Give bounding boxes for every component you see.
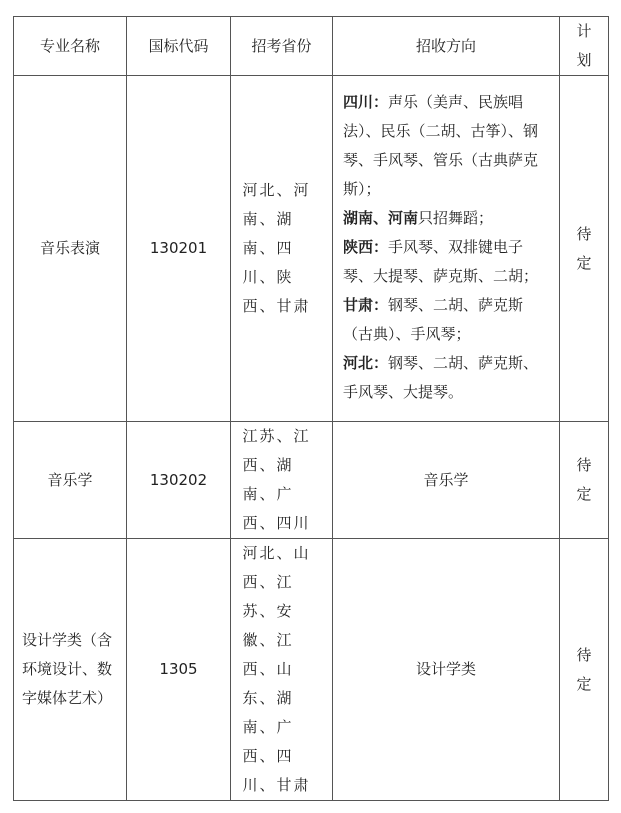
plan-cell: 待定: [560, 76, 609, 422]
header-code: 国标代码: [127, 17, 231, 76]
direction-paragraph: [343, 291, 551, 349]
table-row: [14, 422, 609, 539]
code-cell: 130202: [127, 422, 231, 539]
provinces-cell: [231, 422, 333, 539]
direction-paragraph: [343, 349, 551, 407]
header-provinces: 招考省份: [231, 17, 333, 76]
direction-text: 手风琴、双排键电子琴、大提琴、萨克斯、二胡；: [343, 238, 539, 285]
direction-text: 只招舞蹈；: [418, 209, 494, 227]
direction-paragraph: [343, 88, 551, 204]
provinces-cell: [231, 539, 333, 801]
provinces-cell: [231, 76, 333, 422]
code-cell: 130201: [127, 76, 231, 422]
plan-cell: 待定: [560, 422, 609, 539]
table-row: [14, 539, 609, 801]
direction-province-label: 湖南、河南: [343, 209, 419, 227]
provinces-text: 河北、山西、江苏、安徽、江西、山东、湖南、广西、四川、甘肃: [242, 544, 311, 794]
table-row: [14, 76, 609, 422]
direction-text: 声乐（美声、民族唱法）、民乐（二胡、古筝）、钢琴、手风琴、管乐（古典萨克斯）；: [343, 93, 539, 198]
direction-cell: [333, 76, 560, 422]
direction-province-label: 陕西：: [343, 238, 389, 256]
header-row: [14, 17, 609, 76]
direction-paragraph: [343, 204, 551, 233]
direction-text: 钢琴、二胡、萨克斯、手风琴、大提琴。: [343, 354, 539, 401]
direction-text: 钢琴、二胡、萨克斯（古典）、手风琴；: [343, 296, 524, 343]
header-direction: 招收方向: [333, 17, 560, 76]
major-name-cell: 音乐表演: [14, 76, 127, 422]
plan-cell: 待定: [560, 539, 609, 801]
direction-province-label: 四川：: [343, 93, 389, 111]
provinces-text: 河北、河南、湖南、四川、陕西、甘肃: [242, 181, 311, 315]
major-name-cell: 设计学类（含环境设计、数字媒体艺术）: [14, 539, 127, 801]
code-cell: 1305: [127, 539, 231, 801]
direction-province-label: 甘肃：: [343, 296, 389, 314]
direction-cell: 音乐学: [333, 422, 560, 539]
direction-cell: 设计学类: [333, 539, 560, 801]
direction-paragraph: [343, 233, 551, 291]
header-major-name: 专业名称: [14, 17, 127, 76]
admissions-table: [13, 16, 609, 801]
major-name-cell: 音乐学: [14, 422, 127, 539]
provinces-text: 江苏、江西、湖南、广西、四川: [242, 427, 311, 532]
direction-province-label: 河北：: [343, 354, 389, 372]
header-plan: 计划: [560, 17, 609, 76]
